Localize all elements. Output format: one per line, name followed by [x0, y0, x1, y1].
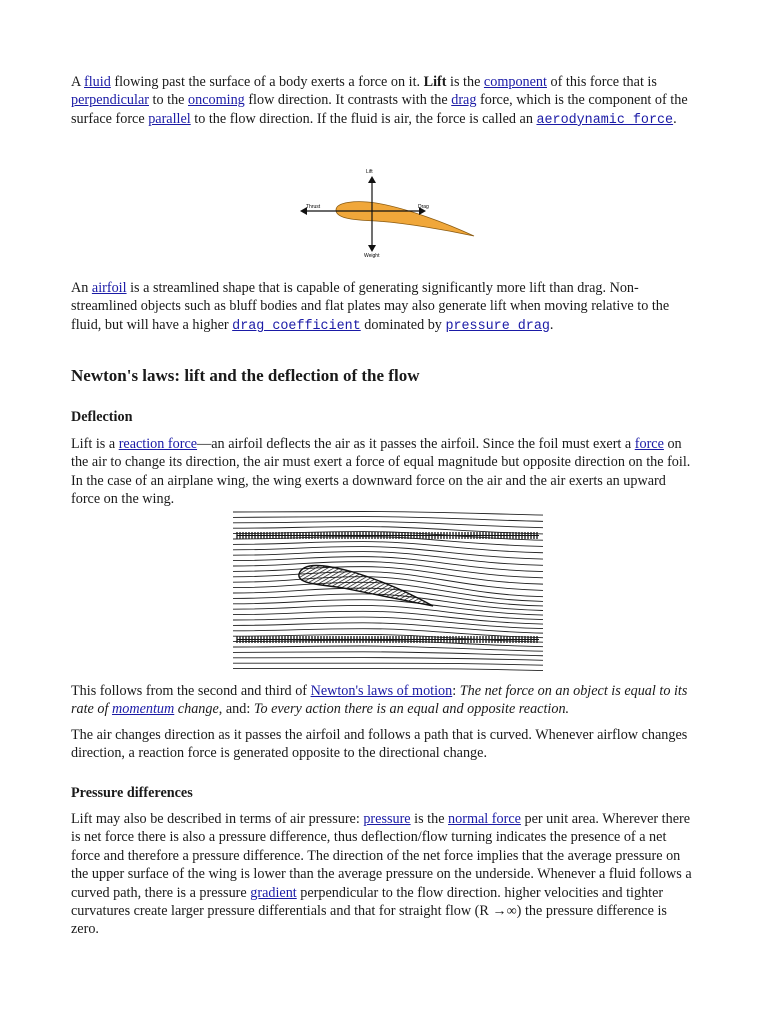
quote-second-law-end: change: [174, 701, 219, 718]
streamline: [233, 658, 543, 661]
text: to the: [149, 92, 189, 109]
link-parallel[interactable]: parallel: [148, 110, 191, 127]
text: A: [71, 74, 85, 90]
deflection-heading: Deflection: [71, 409, 133, 425]
text: of this force that is: [546, 74, 657, 90]
text: to the flow direction. If the fluid is air, the force is called an: [190, 110, 537, 127]
link-gradient[interactable]: gradient: [250, 884, 297, 901]
streamline: [233, 663, 543, 665]
streamline: [233, 640, 543, 646]
link-pressure[interactable]: pressure: [363, 811, 411, 827]
text: flowing past the surface of a body exerts a force on it.: [110, 74, 424, 90]
link-oncoming[interactable]: oncoming: [188, 92, 245, 109]
lift-arrowhead: [368, 176, 376, 183]
quote-second-law: The net force on an object is equal to its rate of: [71, 683, 688, 718]
airfoil-forces-diagram: [296, 168, 486, 258]
text: An: [71, 280, 92, 296]
deflection-paragraph: [71, 435, 696, 509]
lift-label: Lift: [366, 169, 373, 175]
link-perpendicular[interactable]: perpendicular: [71, 92, 149, 109]
text: Lift may also be described in terms of air pressure:: [71, 811, 364, 827]
streamline: [233, 552, 543, 566]
term-lift: Lift: [423, 74, 447, 90]
streamline: [233, 623, 543, 633]
text: .: [673, 110, 677, 127]
thrust-label: Thrust: [306, 204, 321, 210]
link-aerodynamic-force[interactable]: aerodynamic force: [536, 112, 674, 128]
lower-wall: [237, 636, 539, 643]
link-component[interactable]: component: [483, 74, 547, 90]
text: dominated by: [360, 316, 446, 333]
flow-deflection-diagram: [233, 508, 543, 674]
link-pressure-drag[interactable]: pressure drag: [445, 318, 550, 334]
weight-arrowhead: [368, 245, 376, 252]
text: is the: [410, 811, 449, 827]
link-normal-force[interactable]: normal force: [448, 811, 521, 827]
drag-label: Drag: [418, 204, 429, 210]
link-drag-coefficient[interactable]: drag coefficient: [232, 318, 361, 334]
streamline: [233, 617, 543, 629]
streamline: [233, 652, 543, 656]
pressure-paragraph: [71, 810, 696, 939]
weight-label: Weight: [364, 253, 380, 258]
link-force[interactable]: force: [634, 436, 664, 452]
text: This follows from the second and third of: [71, 683, 311, 699]
text: :: [452, 683, 460, 699]
pressure-heading: Pressure differences: [71, 785, 193, 801]
text: on the air to change its direction, the air must exert a force of equal magnitude but opposite direction on the foil. In the case of an airplane wing, the wing exerts a downward force on the air and the air exerts an upward force on the wing.: [71, 436, 691, 508]
text: flow direction. It contrasts with the: [244, 92, 452, 109]
text: is the: [446, 74, 484, 90]
streamline: [233, 646, 543, 651]
link-newtons-laws[interactable]: Newton's laws of motion: [310, 683, 453, 699]
airfoil-shape: [336, 202, 474, 236]
text: perpendicular to the flow direction. higher velocities and tighter curvatures create larger pressure differentials and that for straight flow (R →∞) the pressure difference is zero.: [71, 884, 667, 938]
streamline: [233, 669, 543, 671]
airfoil-paragraph: [71, 279, 696, 336]
quote-third-law: To every action there is an equal and opposite reaction.: [253, 701, 570, 718]
text: is a streamlined shape that is capable of generating significantly more lift than drag. Non-streamlined objects such as bluff bodies and flat plates may also generate lift when moving relative to the fluid, but will have a higher: [71, 280, 670, 333]
streamline: [233, 517, 543, 522]
curved-paragraph: The air changes direction as it passes the airfoil and follows a path that is curved. Whenever airflow changes direction, a reaction force is generated opposite to the directional change.: [71, 727, 688, 762]
text: force, which is the component of the surface force: [71, 92, 688, 127]
text: —an airfoil deflects the air as it passes the airfoil. Since the foil must exert a: [197, 436, 635, 452]
text: .: [549, 316, 554, 333]
text: Lift is a: [71, 436, 119, 452]
text: , and:: [218, 701, 254, 718]
newton-heading: Newton's laws: lift and the deflection of the flow: [71, 366, 420, 385]
streamline: [233, 557, 543, 572]
link-drag[interactable]: drag: [451, 92, 477, 109]
intro-paragraph: [71, 73, 696, 130]
link-fluid[interactable]: fluid: [84, 74, 111, 90]
link-momentum[interactable]: momentum: [111, 701, 175, 718]
text: per unit area. Wherever there is net force there is also a pressure difference, thus deflection/flow turning indicates the presence of a net force and therefore a pressure difference. The direction of the net force implies that the average pressure on the upper surface of the wing is lower than the average pressure on the underside. Whenever a fluid follows a curved path, there is a pressure: [71, 811, 692, 901]
link-reaction-force[interactable]: reaction force: [118, 436, 198, 452]
follows-paragraph: [71, 682, 696, 719]
link-airfoil[interactable]: airfoil: [91, 280, 127, 296]
streamline: [233, 512, 543, 516]
